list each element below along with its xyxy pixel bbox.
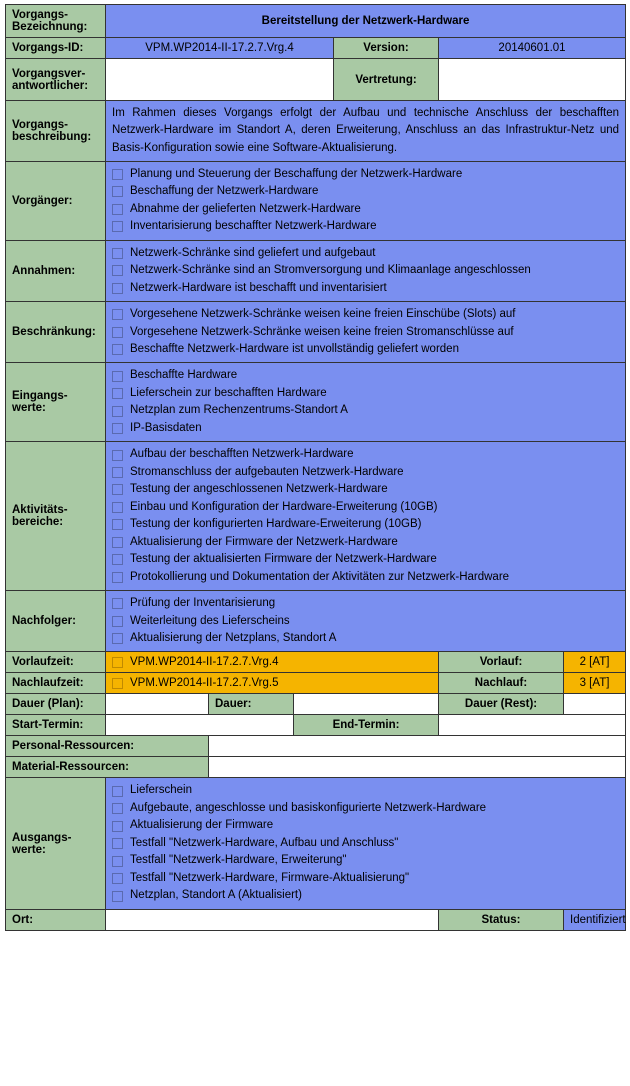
checkbox-icon[interactable]: [112, 344, 123, 355]
row-bezeichnung: [6, 5, 626, 38]
form-title: Bereitstellung der Netzwerk-Hardware: [106, 5, 626, 38]
label-vertretung: Vertretung:: [334, 59, 439, 101]
checklist-item[interactable]: [112, 183, 619, 200]
checklist-vorgaenger: [112, 166, 619, 236]
value-dauer-plan[interactable]: [106, 694, 209, 715]
checklist-item-label: Lieferschein zur beschafften Hardware: [130, 386, 327, 399]
checklist-item-label: Netzplan zum Rechenzentrums-Standort A: [130, 404, 348, 417]
checklist-item-label: Inventarisierung beschaffter Netzwerk-Hardware: [130, 220, 377, 233]
nachlaufzeit-id-text: VPM.WP2014-II-17.2.7.Vrg.5: [130, 677, 279, 690]
row-nachlaufzeit: [6, 673, 626, 694]
checklist-item-label: Netzwerk-Schränke sind an Stromversorgung und Klimaanlage angeschlossen: [130, 264, 531, 277]
checkbox-icon[interactable]: [112, 309, 123, 320]
checklist-item[interactable]: [112, 245, 619, 262]
checkbox-icon[interactable]: [112, 554, 123, 565]
row-dauer: [6, 694, 626, 715]
checklist-item[interactable]: [112, 852, 619, 869]
checklist-item-label: Aktualisierung der Netzplans, Standort A: [130, 632, 337, 644]
checklist-annahmen: [112, 245, 619, 297]
checklist-item[interactable]: [112, 516, 619, 533]
checkbox-icon[interactable]: [112, 786, 123, 797]
checklist-item-label: Aufbau der beschafften Netzwerk-Hardware: [130, 448, 354, 461]
checkbox-icon[interactable]: [112, 572, 123, 583]
label-line2: werte:: [12, 843, 46, 856]
checkbox-icon[interactable]: [112, 633, 123, 644]
checkbox-icon[interactable]: [112, 678, 123, 689]
checkbox-icon[interactable]: [112, 502, 123, 513]
value-material-ressourcen[interactable]: [209, 757, 626, 778]
checklist-item[interactable]: [112, 782, 619, 799]
checklist-item[interactable]: [112, 887, 619, 904]
label-line2: bereiche:: [12, 516, 64, 529]
checkbox-icon[interactable]: [112, 598, 123, 609]
checklist-item[interactable]: [112, 446, 619, 463]
checklist-item[interactable]: [112, 630, 619, 647]
label-vorgaenger: Vorgänger:: [6, 161, 106, 240]
label-line1: Aktivitäts-: [12, 504, 68, 517]
checkbox-icon[interactable]: [112, 388, 123, 399]
label-line2: werte:: [12, 402, 46, 415]
label-line2: Bezeichnung:: [12, 21, 88, 33]
row-material-ressourcen: [6, 757, 626, 778]
checkbox-icon[interactable]: [112, 327, 123, 338]
row-vorgangs-id: [6, 38, 626, 59]
checklist-beschraenkung: [112, 306, 619, 358]
checklist-item-label: Lieferschein: [130, 784, 193, 797]
checkbox-icon[interactable]: [112, 204, 123, 215]
checkbox-icon[interactable]: [112, 838, 123, 849]
label-line1: Eingangs-: [12, 390, 68, 403]
value-dauer[interactable]: [294, 694, 439, 715]
label-line1: Vorgangs-: [12, 118, 69, 131]
checklist-item[interactable]: [112, 385, 619, 402]
value-end-termin[interactable]: [439, 715, 626, 736]
checkbox-icon[interactable]: [112, 371, 123, 382]
checklist-item[interactable]: [112, 306, 619, 323]
vorgangs-form: [5, 4, 626, 931]
label-dauer: Dauer:: [209, 694, 294, 715]
checkbox-icon[interactable]: [112, 467, 123, 478]
checklist-item[interactable]: [112, 402, 619, 419]
checkbox-icon[interactable]: [112, 283, 123, 294]
checklist-item-label: Netzwerk-Hardware ist beschafft und inventarisiert: [130, 281, 387, 294]
label-line2: beschreibung:: [12, 130, 92, 143]
row-ausgangswerte: [6, 778, 626, 909]
checkbox-icon[interactable]: [112, 265, 123, 276]
checklist-item-label: Prüfung der Inventarisierung: [130, 597, 276, 610]
checkbox-icon[interactable]: [112, 537, 123, 548]
checklist-item-label: Abnahme der gelieferten Netzwerk-Hardware: [130, 202, 361, 215]
label-vorgangs-id: Vorgangs-ID:: [6, 38, 106, 59]
checkbox-icon[interactable]: [112, 856, 123, 867]
checkbox-icon[interactable]: [112, 248, 123, 259]
row-beschreibung: [6, 101, 626, 162]
checklist-item[interactable]: [112, 800, 619, 817]
checklist-item[interactable]: [112, 367, 619, 384]
checkbox-icon[interactable]: [112, 484, 123, 495]
checklist-item[interactable]: [112, 817, 619, 834]
value-ort[interactable]: [106, 909, 439, 930]
checklist-item-label: Testung der aktualisierten Firmware der Netzwerk-Hardware: [130, 553, 437, 566]
checklist-item[interactable]: [112, 534, 619, 551]
checklist-aktivitaetsbereiche: [112, 446, 619, 586]
label-vorlauf: Vorlauf:: [439, 652, 564, 673]
checklist-ausgangswerte: [112, 782, 619, 904]
label-line1: Vorgangs-: [12, 9, 69, 21]
checkbox-icon[interactable]: [112, 821, 123, 832]
checklist-item[interactable]: [112, 218, 619, 235]
checklist-eingangswerte: [112, 367, 619, 437]
checklist-item-label: Weiterleitung des Lieferscheins: [130, 614, 290, 627]
checklist-item[interactable]: [112, 569, 619, 586]
label-line1: Ausgangs-: [12, 831, 72, 844]
label-vorgangsverantwortlicher: [6, 59, 106, 101]
checklist-item[interactable]: [112, 420, 619, 437]
label-line1: Vorgangsver-: [12, 67, 86, 80]
checklist-item[interactable]: [112, 870, 619, 887]
row-personal-ressourcen: [6, 736, 626, 757]
checklist-item[interactable]: [112, 613, 619, 630]
list-annahmen: [106, 240, 626, 301]
label-aktivitaetsbereiche: [6, 442, 106, 591]
label-version: Version:: [334, 38, 439, 59]
checkbox-icon[interactable]: [112, 519, 123, 530]
label-line2: antwortlicher:: [12, 79, 89, 92]
label-vorgangs-bezeichnung: [6, 5, 106, 38]
checkbox-icon[interactable]: [112, 616, 123, 627]
label-vorlaufzeit: Vorlaufzeit:: [6, 652, 106, 673]
list-aktivitaetsbereiche: [106, 442, 626, 591]
checklist-item[interactable]: [112, 280, 619, 297]
label-annahmen: Annahmen:: [6, 240, 106, 301]
checklist-item-label: Stromanschluss der aufgebauten Netzwerk-Hardware: [130, 465, 404, 478]
list-nachfolger: [106, 591, 626, 652]
checklist-item[interactable]: [112, 166, 619, 183]
list-eingangswerte: [106, 363, 626, 442]
checkbox-icon[interactable]: [112, 891, 123, 902]
checklist-item[interactable]: [112, 201, 619, 218]
value-vorlauf[interactable]: 2 [AT]: [564, 652, 626, 673]
list-vorgaenger: [106, 161, 626, 240]
checklist-item-label: Beschaffte Hardware: [130, 369, 238, 382]
checklist-item[interactable]: [112, 464, 619, 481]
checklist-item-label: Vorgesehene Netzwerk-Schränke weisen keine freien Stromanschlüsse auf: [130, 325, 514, 338]
row-vorgaenger: [6, 161, 626, 240]
checklist-item-label: Testfall "Netzwerk-Hardware, Aufbau und Anschluss": [130, 836, 399, 849]
value-vorgangsbeschreibung[interactable]: Im Rahmen dieses Vorgangs erfolgt der Aufbau und technische Anschluss der beschafften Netzwerk-Hardware im Standort A, deren Erweiterung, Anschluss an das Infrastruktur-Netz und Basis-Konfiguration sowie eine Software-Aktualisierung.: [106, 101, 626, 162]
checklist-item-label: IP-Basisdaten: [130, 421, 202, 434]
checklist-item-label: Aufgebaute, angeschlosse und basiskonfigurierte Netzwerk-Hardware: [130, 801, 487, 814]
checklist-item[interactable]: [112, 595, 619, 612]
label-nachlaufzeit: Nachlaufzeit:: [6, 673, 106, 694]
label-ausgangswerte: [6, 778, 106, 909]
checklist-item[interactable]: [112, 499, 619, 516]
row-annahmen: [6, 240, 626, 301]
value-vorlaufzeit-id[interactable]: [106, 652, 439, 673]
checklist-item-label: Vorgesehene Netzwerk-Schränke weisen keine freien Einschübe (Slots) auf: [130, 308, 516, 321]
checklist-item-label: Testfall "Netzwerk-Hardware, Erweiterung": [130, 854, 347, 867]
checklist-item[interactable]: [112, 262, 619, 279]
label-personal-ressourcen: Personal-Ressourcen:: [6, 736, 209, 757]
checklist-item[interactable]: [112, 481, 619, 498]
checklist-item-label: Testfall "Netzwerk-Hardware, Firmware-Aktualisierung": [130, 871, 410, 884]
checklist-item-label: Netzwerk-Schränke sind geliefert und aufgebaut: [130, 246, 376, 259]
list-beschraenkung: [106, 302, 626, 363]
checklist-item[interactable]: [112, 835, 619, 852]
vorlaufzeit-row: [112, 656, 432, 668]
value-nachlaufzeit-id[interactable]: [106, 673, 439, 694]
value-version[interactable]: 20140601.01: [439, 38, 626, 59]
label-nachlauf: Nachlauf:: [439, 673, 564, 694]
row-nachfolger: [6, 591, 626, 652]
label-beschraenkung: Beschränkung:: [6, 302, 106, 363]
row-verantwortlicher: [6, 59, 626, 101]
checklist-item[interactable]: [112, 324, 619, 341]
value-vorgangsverantwortlicher[interactable]: [106, 59, 334, 101]
label-material-ressourcen: Material-Ressourcen:: [6, 757, 209, 778]
checkbox-icon[interactable]: [112, 803, 123, 814]
value-nachlauf[interactable]: 3 [AT]: [564, 673, 626, 694]
checklist-item-label: Testung der angeschlossenen Netzwerk-Hardware: [130, 483, 388, 496]
checklist-item-label: Netzplan, Standort A (Aktualisiert): [130, 889, 302, 902]
checkbox-icon[interactable]: [112, 657, 123, 668]
label-start-termin: Start-Termin:: [6, 715, 106, 736]
row-beschraenkung: [6, 302, 626, 363]
value-vertretung[interactable]: [439, 59, 626, 101]
row-ort-status: [6, 909, 626, 930]
nachlaufzeit-row: [112, 677, 432, 689]
label-eingangswerte: [6, 363, 106, 442]
row-vorlaufzeit: [6, 652, 626, 673]
value-vorgangs-id[interactable]: VPM.WP2014-II-17.2.7.Vrg.4: [106, 38, 334, 59]
row-termine: [6, 715, 626, 736]
checkbox-icon[interactable]: [112, 221, 123, 232]
status-badge[interactable]: Identifiziert: [564, 909, 626, 930]
checkbox-icon[interactable]: [112, 406, 123, 417]
checklist-item-label: Protokollierung und Dokumentation der Aktivitäten zur Netzwerk-Hardware: [130, 570, 510, 583]
checkbox-icon[interactable]: [112, 873, 123, 884]
row-eingangswerte: [6, 363, 626, 442]
checklist-item-label: Planung und Steuerung der Beschaffung der Netzwerk-Hardware: [130, 167, 463, 180]
label-ort: Ort:: [6, 909, 106, 930]
value-dauer-rest[interactable]: [564, 694, 626, 715]
checklist-item-label: Testung der konfigurierten Hardware-Erweiterung (10GB): [130, 518, 422, 531]
checkbox-icon[interactable]: [112, 450, 123, 461]
value-start-termin[interactable]: [106, 715, 294, 736]
label-dauer-rest: Dauer (Rest):: [439, 694, 564, 715]
row-aktivitaetsbereiche: [6, 442, 626, 591]
checklist-nachfolger: [112, 595, 619, 647]
checkbox-icon[interactable]: [112, 169, 123, 180]
checkbox-icon[interactable]: [112, 423, 123, 434]
label-nachfolger: Nachfolger:: [6, 591, 106, 652]
checklist-item-label: Beschaffte Netzwerk-Hardware ist unvollständig geliefert worden: [130, 342, 459, 355]
checklist-item-label: Aktualisierung der Firmware: [130, 819, 274, 832]
checklist-item[interactable]: [112, 551, 619, 568]
label-end-termin: End-Termin:: [294, 715, 439, 736]
checklist-item-label: Aktualisierung der Firmware der Netzwerk-Hardware: [130, 535, 398, 548]
value-personal-ressourcen[interactable]: [209, 736, 626, 757]
list-ausgangswerte: [106, 778, 626, 909]
checkbox-icon[interactable]: [112, 186, 123, 197]
checklist-item[interactable]: [112, 341, 619, 358]
label-status: Status:: [439, 909, 564, 930]
label-dauer-plan: Dauer (Plan):: [6, 694, 106, 715]
vorlaufzeit-id-text: VPM.WP2014-II-17.2.7.Vrg.4: [130, 656, 279, 669]
checklist-item-label: Beschaffung der Netzwerk-Hardware: [130, 185, 319, 198]
checklist-item-label: Einbau und Konfiguration der Hardware-Erweiterung (10GB): [130, 500, 438, 513]
label-vorgangsbeschreibung: [6, 101, 106, 162]
